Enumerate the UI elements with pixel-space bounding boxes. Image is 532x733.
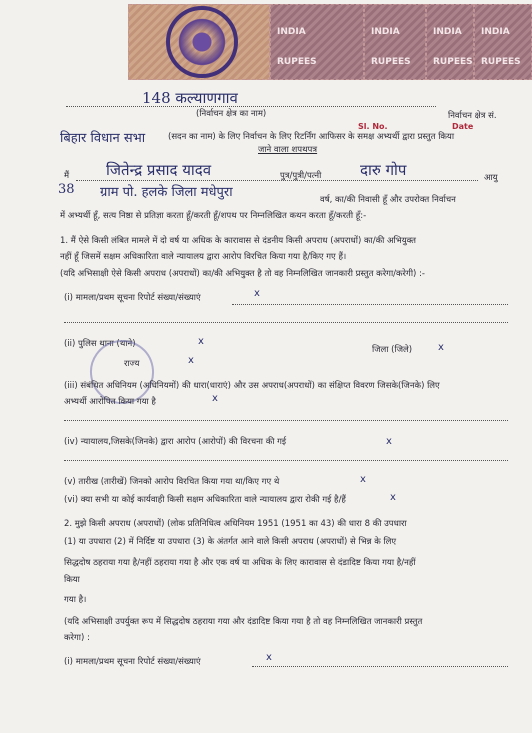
constituency-caption: (निर्वाचन क्षेत्र का नाम) (196, 109, 267, 119)
para-2i: (i) मामला/प्रथम सूचना रिपोर्ट संख्या/संख्याएं (64, 657, 201, 667)
intro-line1: (सदन का नाम) के लिए निर्वाचन के लिए रिटर्निंग आफिसर के समक्ष अभ्यर्थी द्वारा प्रस्तुत किया (168, 132, 455, 142)
revenue-stamp: INDIA RUPEES (474, 4, 532, 80)
stamp-strip (128, 0, 532, 86)
item-ii-state: राज्य (124, 359, 140, 369)
para-1: 1. मैं ऐसे किसी लंबित मामले में दो वर्ष या अधिक के कारावास से दंडनीय किसी अपराध (अपराधों) का/की अभियुक्त (60, 236, 417, 246)
house-handwritten: बिहार विधान सभा (60, 131, 146, 146)
item-iii: (iii) संबंधित अधिनियम (अधिनियमों) की धारा(धाराएं) और उस अपराध(अपराधों) का संक्षिप्त विवरण जिसके(जिनके) लिए (64, 381, 440, 391)
dotted-line (64, 420, 508, 421)
cross-mark: x (360, 474, 366, 485)
para-2g: करेगा) : (64, 633, 90, 643)
revenue-stamp: INDIA RUPEES (364, 4, 426, 80)
para-2c: सिद्धदोष ठहराया गया है/नहीं ठहराया गया है और एक वर्ष या अधिक के लिए कारावास से दंडादिष्ट किया गया है/नहीं (64, 558, 416, 568)
cross-mark: x (386, 436, 392, 447)
para-1b: नहीं हूँ जिसमें सक्षम अधिकारिता वाले न्यायालय द्वारा आरोप विरचित किया गया है/किए गए हैं। (60, 252, 347, 262)
item-iv: (iv) न्यायालय,जिसके(जिनके) द्वारा आरोप (आरोपों) की विरचना की गई (64, 437, 287, 447)
candidate-name: जितेन्द्र प्रसाद यादव (106, 161, 212, 179)
para-2d: किया (64, 575, 80, 585)
cross-mark: x (390, 492, 396, 503)
age-value: 38 (58, 182, 75, 197)
cross-mark: x (254, 288, 260, 299)
item-vi: (vi) क्या सभी या कोई कार्यवाही किसी सक्षम अधिकारिता वाले न्यायालय द्वारा रोकी गई है/हैं (64, 495, 346, 505)
revenue-stamp: INDIA RUPEES (426, 4, 474, 80)
cross-mark: x (438, 342, 444, 353)
para-2: 2. मुझे किसी अपराध (अपराधों) (लोक प्रतिनिधित्व अधिनियम 1951 (1951 का 43) की धारा 8 की उपधारा (64, 519, 407, 529)
sl-no: Sl. No. (358, 122, 388, 131)
item-i: (i) मामला/प्रथम सूचना रिपोर्ट संख्या/संख्याएं (64, 293, 201, 303)
revenue-stamp: INDIA RUPEES (270, 4, 364, 80)
dotted-line (64, 322, 508, 323)
address-handwritten: ग्राम पो. हलके जिला मधेपुरा (100, 185, 233, 200)
cross-mark: x (266, 652, 272, 663)
para-2f: (यदि अभिसाक्षी उपर्युक्त रूप में सिद्धदोष ठहराया गया और दंडादिष्ट किया गया है तो वह निम्नलिखित जानकारी प्रस्तुत (64, 617, 423, 627)
affidavit-heading: जाने वाला शपथपत्र (258, 145, 318, 155)
para-2b: (1) या उपधारा (2) में निर्दिष्ट या उपधारा (3) के अंतर्गत आने वाले किसी अपराध (अपराधों) से भिन्न के लिए (64, 537, 397, 547)
relation-text: पुत्र/पुत्री/पत्नी (280, 171, 322, 181)
item-ii-district: जिला (जिले) (372, 345, 413, 355)
dotted-line (232, 304, 508, 305)
cross-mark: x (212, 393, 218, 404)
dotted-line (76, 180, 478, 181)
cross-mark: x (198, 336, 204, 347)
age-label: आयु (484, 173, 498, 183)
para-2e: गया है। (64, 595, 87, 605)
dotted-line (66, 106, 436, 107)
intro-line2: वर्ष, का/की निवासी हूँ और उपरोक्त निर्वाचन (320, 195, 456, 205)
item-ii: (ii) पुलिस थाना (थाने) (64, 339, 136, 349)
cross-mark: x (188, 355, 194, 366)
dotted-line (64, 460, 508, 461)
constituency-no-label: निर्वाचन क्षेत्र सं. (448, 111, 497, 121)
notary-seal (166, 6, 238, 78)
date-label: Date (452, 122, 474, 131)
father-name: दारु गोप (360, 161, 407, 179)
constituency-handwritten: 148 कल्याणगाव (142, 89, 238, 107)
para-1c: (यदि अभिसाक्षी ऐसे किसी अपराध (अपराधों) का/की अभियुक्त है तो वह निम्नलिखित जानकारी प्रस्तुत करेगा/करेगी) :- (60, 269, 425, 279)
intro-prefix: मैं (64, 171, 70, 181)
item-v: (v) तारीख (तारीखें) जिनको आरोप विरचित किया गया था/किए गए थे (64, 477, 280, 487)
intro-line3: में अभ्यर्थी हूँ, सत्य निष्ठा से प्रतिज्ञा करता हूँ/करती हूँ/शपथ पर निम्नलिखित कथन करता हूँ/करती हूँ:- (60, 211, 367, 221)
item-iii-b: अभ्यर्थी आरोपित किया गया है (64, 397, 156, 407)
dotted-line (252, 666, 508, 667)
